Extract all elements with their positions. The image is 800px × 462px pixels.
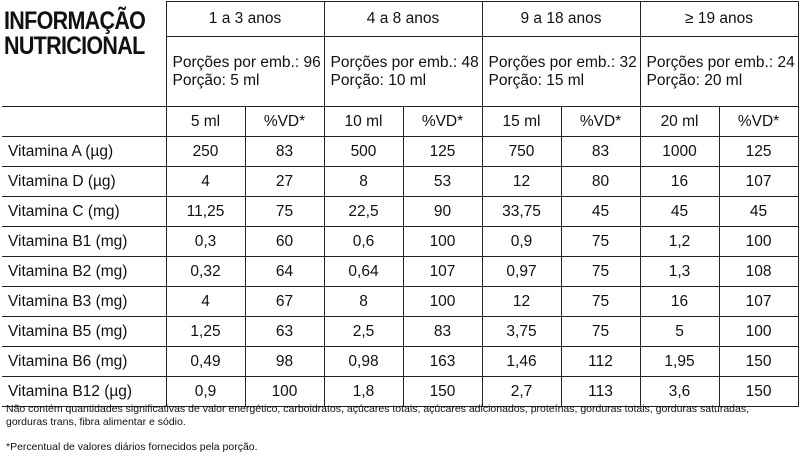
vd-cell: 83 xyxy=(245,137,324,167)
vd-cell: 100 xyxy=(403,227,482,257)
amount-cell: 1,3 xyxy=(640,257,719,287)
amount-cell: 4 xyxy=(166,167,245,197)
vd-header-4: %VD* xyxy=(719,107,798,137)
vd-cell: 100 xyxy=(403,287,482,317)
amount-cell: 0,49 xyxy=(166,347,245,377)
table-row xyxy=(2,347,798,377)
vd-cell: 60 xyxy=(245,227,324,257)
portion-size: Porção: 5 ml xyxy=(172,71,260,89)
vd-cell: 107 xyxy=(719,167,798,197)
portions-per-pack: Porções por emb.: 24 xyxy=(646,53,795,71)
amount-cell: 1,95 xyxy=(640,347,719,377)
amount-cell: 12 xyxy=(482,167,561,197)
amount-cell: 0,32 xyxy=(166,257,245,287)
vd-cell: 107 xyxy=(403,257,482,287)
vd-cell: 75 xyxy=(561,317,640,347)
portions-per-pack: Porções por emb.: 96 xyxy=(172,53,321,71)
amount-cell: 3,75 xyxy=(482,317,561,347)
vd-cell: 83 xyxy=(561,137,640,167)
vd-cell: 112 xyxy=(561,347,640,377)
amount-cell: 2,7 xyxy=(482,377,561,407)
amount-cell: 8 xyxy=(324,287,403,317)
table-row xyxy=(2,257,798,287)
amount-cell: 16 xyxy=(640,167,719,197)
amount-cell: 0,98 xyxy=(324,347,403,377)
table-row xyxy=(2,167,798,197)
table-row xyxy=(2,287,798,317)
vd-cell: 75 xyxy=(561,287,640,317)
amount-cell: 16 xyxy=(640,287,719,317)
vd-cell: 67 xyxy=(245,287,324,317)
portion-size: Porção: 20 ml xyxy=(646,71,743,89)
amount-cell: 1,25 xyxy=(166,317,245,347)
nutrient-header-blank xyxy=(2,107,166,137)
column-header-row xyxy=(2,107,798,137)
dose-header-1: 5 ml xyxy=(166,107,245,137)
amount-cell: 0,3 xyxy=(166,227,245,257)
amount-cell: 0,64 xyxy=(324,257,403,287)
portions-per-pack: Porções por emb.: 48 xyxy=(330,53,479,71)
vd-cell: 163 xyxy=(403,347,482,377)
vd-cell: 100 xyxy=(245,377,324,407)
amount-cell: 0,97 xyxy=(482,257,561,287)
amount-cell: 2,5 xyxy=(324,317,403,347)
portion-size: Porção: 15 ml xyxy=(488,71,585,89)
vd-cell: 150 xyxy=(719,347,798,377)
nutrient-label: Vitamina A (µg) xyxy=(2,137,166,167)
table-row xyxy=(2,377,798,407)
table-row xyxy=(2,197,798,227)
vd-cell: 113 xyxy=(561,377,640,407)
vd-cell: 100 xyxy=(719,317,798,347)
vd-cell: 45 xyxy=(719,197,798,227)
footnote-insignificant: Não contém quantidades significativas de valor energético, carboidratos, açúcares totais, açúcares adicionados, proteínas, gorduras totais, gorduras saturadas, gorduras trans, fibra alimentar e sódio. xyxy=(6,403,750,428)
vd-cell: 150 xyxy=(719,377,798,407)
amount-cell: 33,75 xyxy=(482,197,561,227)
age-header-row xyxy=(2,2,798,37)
vd-cell: 150 xyxy=(403,377,482,407)
vd-cell: 75 xyxy=(561,227,640,257)
nutrient-label: Vitamina B2 (mg) xyxy=(2,257,166,287)
vd-cell: 27 xyxy=(245,167,324,197)
amount-cell: 1,8 xyxy=(324,377,403,407)
title-line-1: INFORMAÇÃO xyxy=(4,6,146,35)
vd-cell: 90 xyxy=(403,197,482,227)
nutrient-label: Vitamina B5 (mg) xyxy=(2,317,166,347)
age-group-4: ≥ 19 anos xyxy=(640,2,798,37)
nutrient-label: Vitamina B6 (mg) xyxy=(2,347,166,377)
nutrition-table xyxy=(2,1,799,407)
amount-cell: 4 xyxy=(166,287,245,317)
age-group-2: 4 a 8 anos xyxy=(324,2,482,37)
dose-header-2: 10 ml xyxy=(324,107,403,137)
portions-per-pack: Porções por emb.: 32 xyxy=(488,53,637,71)
vd-cell: 63 xyxy=(245,317,324,347)
portion-info-3 xyxy=(482,37,640,107)
nutrient-label: Vitamina B12 (µg) xyxy=(2,377,166,407)
amount-cell: 3,6 xyxy=(640,377,719,407)
vd-cell: 125 xyxy=(403,137,482,167)
footnote-vd: *Percentual de valores diários fornecidos pela porção. xyxy=(6,441,258,453)
nutrient-label: Vitamina C (mg) xyxy=(2,197,166,227)
dose-header-3: 15 ml xyxy=(482,107,561,137)
vd-cell: 75 xyxy=(561,257,640,287)
amount-cell: 5 xyxy=(640,317,719,347)
nutrition-facts-panel xyxy=(2,1,798,453)
portion-info-2 xyxy=(324,37,482,107)
amount-cell: 750 xyxy=(482,137,561,167)
amount-cell: 0,9 xyxy=(166,377,245,407)
nutrient-label: Vitamina D (µg) xyxy=(2,167,166,197)
portion-size: Porção: 10 ml xyxy=(330,71,427,89)
amount-cell: 500 xyxy=(324,137,403,167)
amount-cell: 1000 xyxy=(640,137,719,167)
table-row xyxy=(2,137,798,167)
vd-cell: 108 xyxy=(719,257,798,287)
vd-cell: 125 xyxy=(719,137,798,167)
age-group-3: 9 a 18 anos xyxy=(482,2,640,37)
vd-cell: 100 xyxy=(719,227,798,257)
vd-cell: 64 xyxy=(245,257,324,287)
table-row xyxy=(2,227,798,257)
table-row xyxy=(2,317,798,347)
amount-cell: 1,2 xyxy=(640,227,719,257)
age-group-1: 1 a 3 anos xyxy=(166,2,324,37)
amount-cell: 250 xyxy=(166,137,245,167)
vd-header-3: %VD* xyxy=(561,107,640,137)
amount-cell: 45 xyxy=(640,197,719,227)
vd-cell: 80 xyxy=(561,167,640,197)
amount-cell: 12 xyxy=(482,287,561,317)
amount-cell: 0,6 xyxy=(324,227,403,257)
vd-cell: 45 xyxy=(561,197,640,227)
vd-cell: 107 xyxy=(719,287,798,317)
amount-cell: 1,46 xyxy=(482,347,561,377)
dose-header-4: 20 ml xyxy=(640,107,719,137)
vd-header-2: %VD* xyxy=(403,107,482,137)
nutrient-label: Vitamina B3 (mg) xyxy=(2,287,166,317)
amount-cell: 0,9 xyxy=(482,227,561,257)
title-line-2: NUTRICIONAL xyxy=(4,31,145,60)
table-title xyxy=(2,2,166,107)
amount-cell: 22,5 xyxy=(324,197,403,227)
vd-cell: 53 xyxy=(403,167,482,197)
vd-cell: 98 xyxy=(245,347,324,377)
nutrient-label: Vitamina B1 (mg) xyxy=(2,227,166,257)
portion-info-4 xyxy=(640,37,798,107)
vd-header-1: %VD* xyxy=(245,107,324,137)
portion-info-1 xyxy=(166,37,324,107)
amount-cell: 11,25 xyxy=(166,197,245,227)
amount-cell: 8 xyxy=(324,167,403,197)
vd-cell: 83 xyxy=(403,317,482,347)
vd-cell: 75 xyxy=(245,197,324,227)
